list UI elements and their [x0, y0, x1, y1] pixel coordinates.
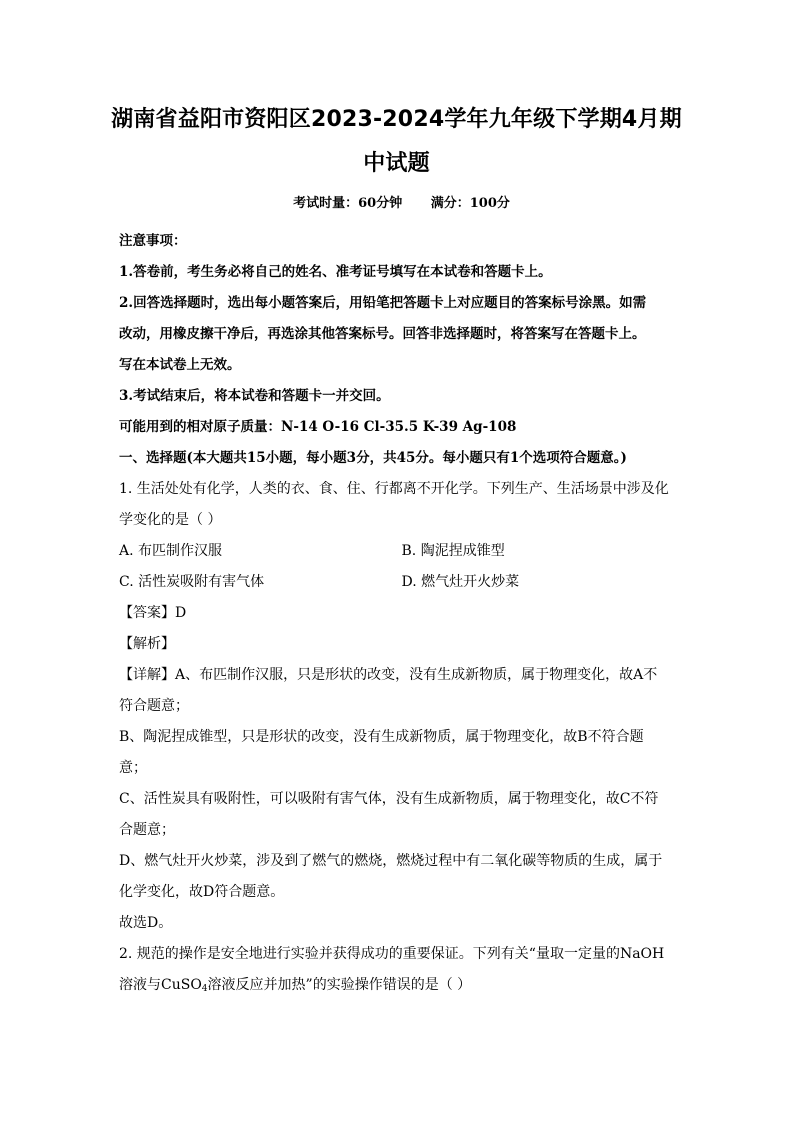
q1-options-row-2	[119, 567, 684, 598]
q1-detail-line-1: 【详解】A、布匹制作汉服，只是形状的改变，没有生成新物质，属于物理变化，故A不	[119, 667, 658, 683]
q1-conclusion: 故选D。	[119, 915, 173, 931]
exam-meta	[119, 194, 684, 214]
exam-title-line-1: 湖南省益阳市资阳区2023-2024学年九年级下学期4月期	[111, 107, 682, 132]
q1-detail-line-4: 意；	[119, 760, 147, 776]
q1-answer: 【答案】D	[119, 605, 187, 621]
q2-stem-line-2-part-a: 溶液与CuSO	[119, 977, 202, 993]
q1-detail-line-5: C、活性炭具有吸附性，可以吸附有害气体，没有生成新物质，属于物理变化，故C不符	[119, 791, 659, 807]
exam-title-line-2: 中试题	[363, 151, 430, 176]
q1-detail-line-3: B、陶泥捏成锥型，只是形状的改变，没有生成新物质，属于物理变化，故B不符合题	[119, 729, 644, 745]
q1-option-d: D. 燃气灶开火炒菜	[401, 574, 520, 590]
q1-stem-line-1: 1. 生活处处有化学，人类的衣、食、住、行都离不开化学。下列生产、生活场景中涉及化	[119, 481, 669, 497]
note-item-2-line-1: 2.回答选择题时，选出每小题答案后，用铅笔把答题卡上对应题目的答案标号涂黑。如需	[119, 295, 647, 311]
q1-detail-line-6: 合题意；	[119, 822, 175, 838]
q1-option-a: A. 布匹制作汉服	[119, 543, 223, 559]
note-item-1: 1.答卷前，考生务必将自己的姓名、准考证号填写在本试卷和答题卡上。	[119, 264, 552, 280]
exam-title	[109, 98, 684, 186]
section-1-heading: 一、选择题(本大题共15小题，每小题3分，共45分。每小题只有1个选项符合题意。)	[119, 450, 627, 466]
note-item-2-line-2: 改动，用橡皮擦干净后，再选涂其他答案标号。回答非选择题时，将答案写在答题卡上。	[119, 326, 646, 342]
q1-analysis-label: 【解析】	[119, 636, 175, 652]
q2-sulfate-subscript: 4	[201, 984, 208, 994]
q1-detail-line-8: 化学变化，故D符合题意。	[119, 884, 285, 900]
q1-options-row-1	[119, 536, 684, 567]
full-score: 满分：100分	[430, 196, 510, 211]
q1-detail-line-2: 符合题意；	[119, 698, 189, 714]
atomic-masses: 可能用到的相对原子质量：N-14 O-16 Cl-35.5 K-39 Ag-108	[119, 419, 517, 435]
q1-option-b: B. 陶泥捏成锥型	[401, 543, 505, 559]
q1-option-c: C. 活性炭吸附有害气体	[119, 574, 265, 590]
notes-heading: 注意事项：	[119, 233, 187, 249]
exam-time: 考试时量：60分钟	[293, 196, 403, 211]
note-item-2-line-3: 写在本试卷上无效。	[119, 357, 241, 373]
q1-stem-line-2: 学变化的是（ ）	[119, 512, 222, 528]
q2-stem-line-2	[119, 970, 684, 1001]
q2-stem-line-2-part-b: 溶液反应并加热”的实验操作错误的是（ ）	[207, 977, 472, 993]
q1-detail-line-7: D、燃气灶开火炒菜，涉及到了燃气的燃烧，燃烧过程中有二氧化碳等物质的生成，属于	[119, 853, 663, 869]
q2-stem-line-1: 2. 规范的操作是安全地进行实验并获得成功的重要保证。下列有关“量取一定量的NaOH	[119, 946, 665, 962]
note-item-3: 3.考试结束后，将本试卷和答题卡一并交回。	[119, 388, 390, 404]
